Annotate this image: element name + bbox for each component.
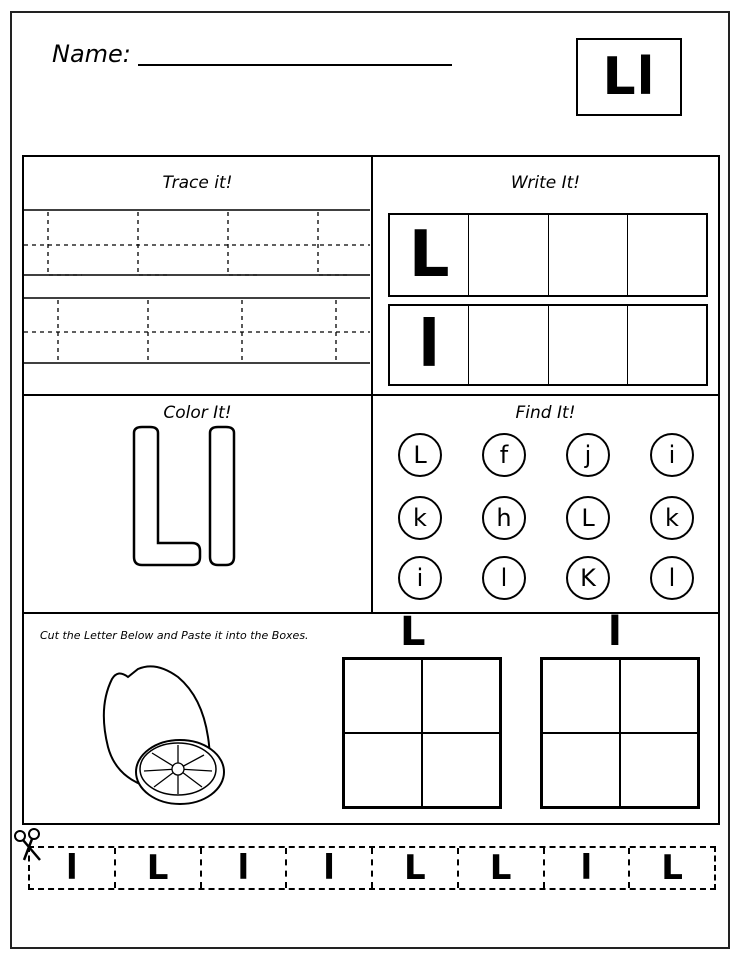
find-letter-circle[interactable]: l <box>482 556 526 600</box>
paste-cell[interactable] <box>344 733 422 807</box>
find-letter-circle[interactable]: j <box>566 433 610 477</box>
name-line[interactable] <box>138 64 452 66</box>
outline-letter-lower[interactable] <box>210 427 234 565</box>
find-letter-circle[interactable]: k <box>650 496 694 540</box>
strip-letter[interactable]: L <box>371 848 457 888</box>
divider-mid <box>24 394 718 396</box>
find-letter-circle[interactable]: i <box>650 433 694 477</box>
trace-lines[interactable] <box>24 200 370 390</box>
paste-grid-upper[interactable] <box>342 657 502 809</box>
write-row-lower[interactable] <box>388 304 708 386</box>
write-cell[interactable] <box>627 215 706 295</box>
find-letter-circle[interactable]: k <box>398 496 442 540</box>
trace-letter-upper <box>48 212 82 275</box>
strip-letter[interactable]: L <box>114 848 200 888</box>
paste-cell[interactable] <box>542 733 620 807</box>
find-letter-circle[interactable]: K <box>566 556 610 600</box>
paste-target-upper: L <box>400 609 426 655</box>
paste-target-lower: l <box>608 609 622 655</box>
write-cell[interactable] <box>468 215 547 295</box>
write-cell[interactable] <box>468 306 547 384</box>
find-letter-circle[interactable]: i <box>398 556 442 600</box>
write-cell[interactable] <box>548 306 627 384</box>
paste-cell[interactable] <box>620 659 698 733</box>
write-cell[interactable] <box>548 215 627 295</box>
find-letter-circle[interactable]: l <box>650 556 694 600</box>
trace-title: Trace it! <box>162 173 233 193</box>
paste-cell[interactable] <box>344 659 422 733</box>
write-row-upper[interactable] <box>388 213 708 297</box>
strip-letter[interactable]: l <box>285 848 371 888</box>
trace-letter-upper <box>138 212 170 275</box>
write-example-upper: L <box>408 218 450 292</box>
color-title: Color It! <box>163 403 232 423</box>
paste-cell[interactable] <box>620 733 698 807</box>
find-letter-circle[interactable]: h <box>482 496 526 540</box>
find-title: Find It! <box>515 403 576 423</box>
outline-letter-upper[interactable] <box>134 427 200 565</box>
trace-letter-upper <box>228 212 260 275</box>
divider-vertical <box>371 157 373 612</box>
strip-letter[interactable]: l <box>66 848 78 888</box>
trace-letter-upper <box>318 212 350 275</box>
cut-strip[interactable] <box>28 846 716 890</box>
find-letter-circle[interactable]: f <box>482 433 526 477</box>
write-cell[interactable] <box>627 306 706 384</box>
name-label: Name: <box>52 40 131 68</box>
lemon-icon <box>98 657 258 817</box>
cut-instruction: Cut the Letter Below and Paste it into the Boxes. <box>40 629 309 642</box>
paste-cell[interactable] <box>422 733 500 807</box>
strip-letter[interactable]: l <box>543 848 629 888</box>
paste-cell[interactable] <box>422 659 500 733</box>
color-letters[interactable] <box>124 425 254 570</box>
paste-grid-lower[interactable] <box>540 657 700 809</box>
strip-letter[interactable]: L <box>457 848 543 888</box>
strip-letter[interactable]: L <box>628 848 714 888</box>
write-example-lower: l <box>418 308 441 382</box>
paste-cell[interactable] <box>542 659 620 733</box>
letter-badge: Ll <box>576 38 682 116</box>
strip-letter[interactable]: l <box>200 848 286 888</box>
find-letter-circle[interactable]: L <box>398 433 442 477</box>
find-letter-circle[interactable]: L <box>566 496 610 540</box>
write-title: Write It! <box>510 173 581 193</box>
